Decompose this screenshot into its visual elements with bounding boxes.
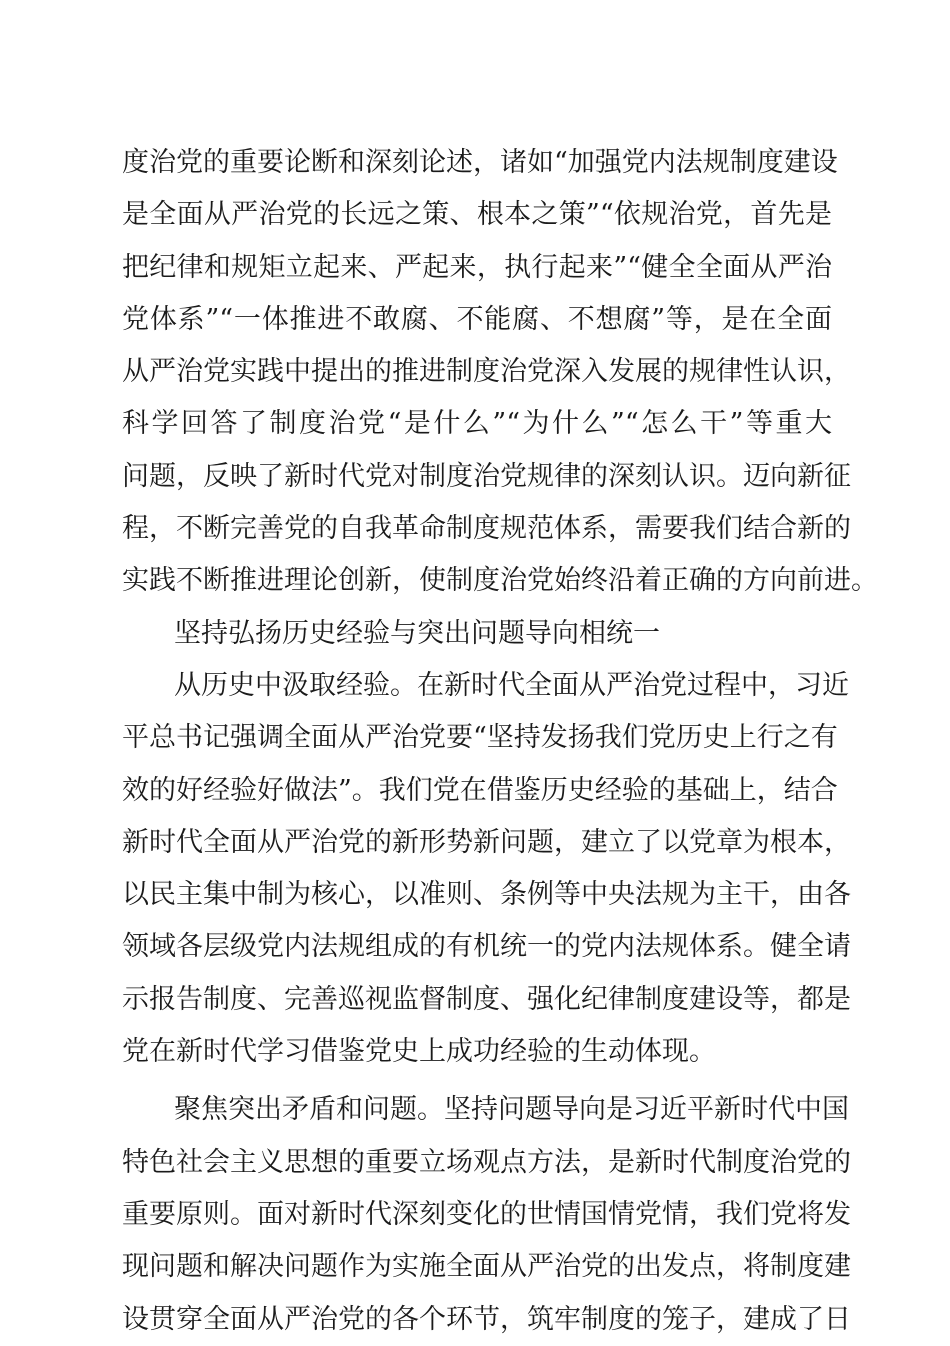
text-line: 设贯穿全面从严治党的各个环节，筑牢制度的笼子，建成了日 [122,1303,851,1335]
text-line: 效的好经验好做法”。我们党在借鉴历史经验的基础上，结合 [122,774,838,806]
text-line: 以民主集中制为核心，以准则、条例等中央法规为主干，由各 [122,879,851,911]
section-heading: 坚持弘扬历史经验与突出问题导向相统一 [174,617,660,649]
text-line: 从历史中汲取经验。在新时代全面从严治党过程中，习近 [174,669,849,701]
text-line: 特色社会主义思想的重要立场观点方法，是新时代制度治党的 [122,1146,851,1178]
text-line: 程，不断完善党的自我革命制度规范体系，需要我们结合新的 [122,513,851,545]
text-line: 问题，反映了新时代党对制度治党规律的深刻认识。迈向新征 [122,460,851,492]
text-line: 从严治党实践中提出的推进制度治党深入发展的规律性认识， [122,356,851,388]
text-line: 领域各层级党内法规组成的有机统一的党内法规体系。健全请 [122,931,851,963]
text-line: 科学回答了制度治党“是什么”“为什么”“怎么干”等重大 [122,408,832,440]
text-line: 党在新时代学习借鉴党史上成功经验的生动体现。 [122,1036,716,1068]
text-line: 实践不断推进理论创新，使制度治党始终沿着正确的方向前进。 [122,565,878,597]
text-line: 是全面从严治党的长远之策、根本之策”“依规治党，首先是 [122,199,832,231]
text-line: 把纪律和规矩立起来、严起来，执行起来”“健全全面从严治 [122,251,832,283]
text-line: 平总书记强调全面从严治党要“坚持发扬我们党历史上行之有 [122,722,838,754]
text-line: 现问题和解决问题作为实施全面从严治党的出发点，将制度建 [122,1251,851,1283]
text-line: 聚焦突出矛盾和问题。坚持问题导向是习近平新时代中国 [174,1094,849,1126]
text-line: 党体系”“一体推进不敢腐、不能腐、不想腐”等，是在全面 [122,303,832,335]
text-line: 示报告制度、完善巡视监督制度、强化纪律制度建设等，都是 [122,983,851,1015]
body-text [122,137,878,1346]
text-line: 新时代全面从严治党的新形势新问题，建立了以党章为根本， [122,826,851,858]
text-line: 度治党的重要论断和深刻论述，诸如“加强党内法规制度建设 [122,147,838,178]
text-line: 重要原则。面对新时代深刻变化的世情国情党情，我们党将发 [122,1198,851,1230]
